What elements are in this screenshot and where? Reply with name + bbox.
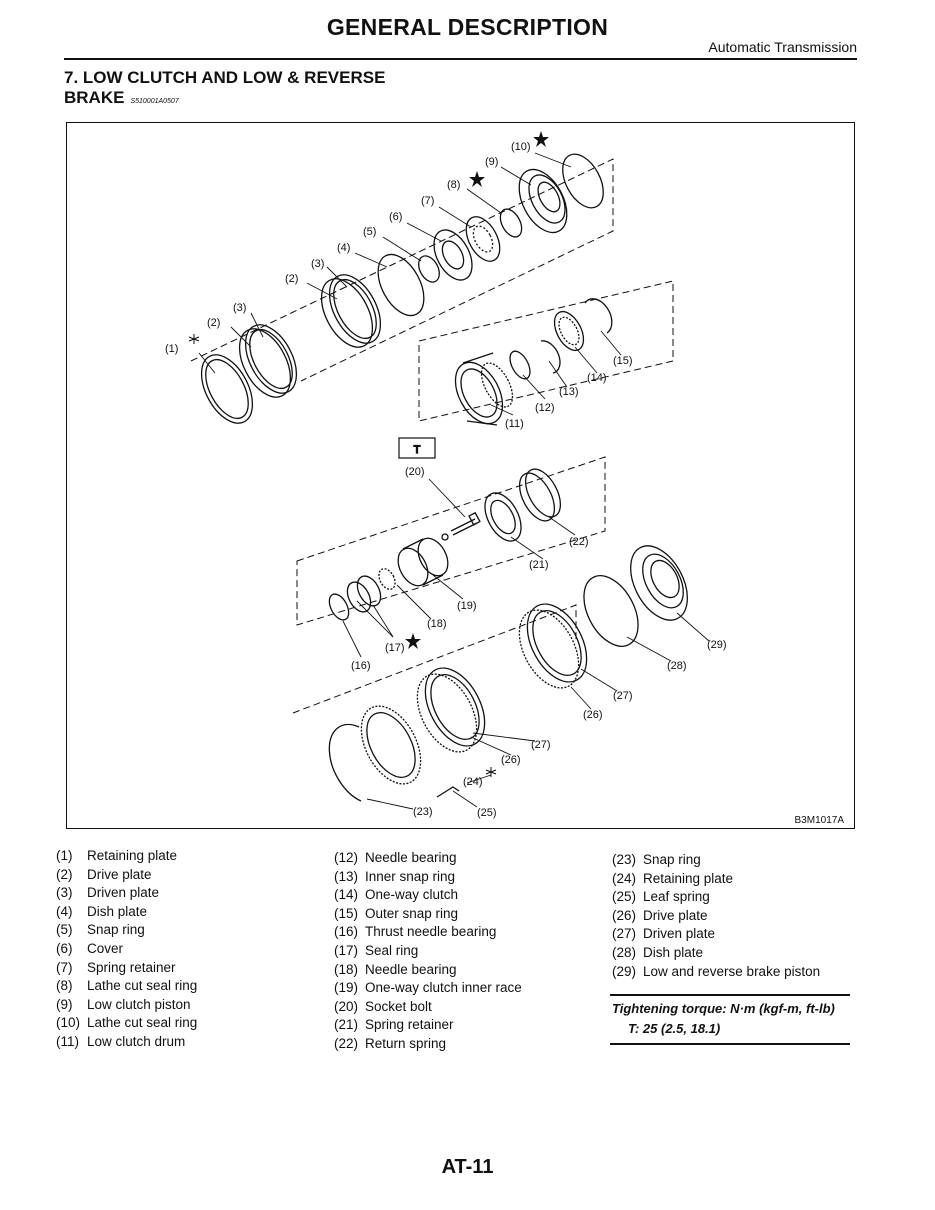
callout-26a: (26) — [501, 754, 521, 766]
legend-item-number: (17) — [334, 942, 359, 958]
legend-item-number: (5) — [56, 922, 73, 938]
legend-item — [334, 1035, 522, 1054]
legend-item-number: (27) — [612, 926, 637, 942]
legend-item — [56, 940, 197, 959]
legend-item-name: Snap ring — [643, 852, 701, 867]
legend-item-name: Dish plate — [643, 944, 704, 960]
header-rule — [64, 58, 857, 60]
legend-item — [334, 905, 522, 924]
callout-11: (11) — [505, 418, 524, 430]
legend-item-number: (14) — [334, 887, 359, 903]
part-leaf-spring — [437, 787, 459, 797]
legend-item-number: (6) — [56, 940, 73, 956]
legend-item — [612, 925, 820, 944]
legend-item-name: Seal ring — [365, 942, 419, 958]
legend-item — [334, 942, 522, 961]
legend-item-name: Needle bearing — [365, 961, 457, 977]
legend-item — [334, 868, 522, 887]
figure-id: B3M1017A — [794, 815, 844, 826]
callout-20: (20) — [405, 466, 425, 478]
legend-item-name: Low clutch piston — [87, 996, 191, 1012]
legend-item-number: (28) — [612, 944, 637, 960]
legend-item — [56, 959, 197, 978]
part-socket-bolt — [442, 513, 480, 540]
part-snap-ring-23 — [329, 724, 361, 801]
page-number: AT-11 — [441, 1156, 494, 1178]
legend-item-number: (18) — [334, 961, 359, 977]
legend-item — [334, 886, 522, 905]
callout-17: (17) — [385, 642, 405, 654]
callout-4: (4) — [337, 242, 351, 254]
legend-item — [612, 907, 820, 926]
legend-item — [612, 944, 820, 963]
callout-3b: (3) — [311, 258, 325, 270]
legend-item — [56, 1033, 197, 1052]
legend-item-name: Low clutch drum — [87, 1033, 186, 1049]
part-low-clutch-piston — [509, 162, 576, 241]
legend-item-name: Retaining plate — [87, 848, 178, 863]
part-outer-snap-ring — [585, 299, 612, 333]
legend-column-2 — [334, 849, 522, 1054]
callout-5: (5) — [363, 226, 377, 238]
legend-item-number: (19) — [334, 980, 359, 996]
legend-item — [56, 996, 197, 1015]
callout-13: (13) — [559, 386, 579, 398]
legend-item-number: (15) — [334, 905, 359, 921]
legend-item-number: (24) — [612, 870, 637, 886]
part-cover — [426, 224, 480, 287]
callout-27a: (27) — [531, 739, 551, 751]
legend-item-number: (22) — [334, 1035, 359, 1051]
legend-item-name: Dish plate — [87, 903, 148, 919]
callout-3a: (3) — [233, 302, 247, 314]
legend-item-number: (3) — [56, 885, 73, 901]
marker-asterisks — [189, 334, 496, 777]
part-inner-snap-ring — [541, 341, 560, 373]
legend-item-number: (16) — [334, 924, 359, 940]
torque-spec — [610, 994, 850, 1045]
part-inner-race — [392, 533, 454, 591]
legend-item-name: Driven plate — [87, 885, 160, 901]
part-drive-driven-plates-left — [229, 316, 307, 405]
legend-item — [612, 888, 820, 907]
legend-item-name: Spring retainer — [87, 959, 176, 975]
legend-item-name: Lathe cut seal ring — [87, 1015, 198, 1031]
part-needle-bearing-12 — [506, 348, 534, 382]
callout-2a: (2) — [207, 317, 221, 329]
legend-item — [56, 903, 197, 922]
legend-item-name: Driven plate — [643, 926, 716, 942]
legend-item-name: Inner snap ring — [365, 868, 456, 884]
star-icon — [469, 171, 485, 187]
torque-box-label: T — [413, 444, 421, 456]
section-heading-line1: 7. LOW CLUTCH AND LOW & REVERSE — [64, 68, 386, 87]
callout-24: (24) — [463, 776, 483, 788]
callout-18: (18) — [427, 618, 447, 630]
callout-16: (16) — [351, 660, 371, 672]
section-code: S510001A0507 — [130, 98, 179, 105]
callout-23: (23) — [413, 806, 433, 818]
legend-column-1 — [56, 847, 197, 1052]
legend-item — [612, 870, 820, 889]
part-spring-retainer — [459, 211, 506, 267]
legend-item-number: (4) — [56, 903, 73, 919]
legend-item-number: (1) — [56, 848, 73, 863]
legend-item-number: (26) — [612, 907, 637, 923]
callout-15: (15) — [613, 355, 633, 367]
legend-item-number: (7) — [56, 959, 73, 975]
legend-item — [56, 884, 197, 903]
legend-item-number: (29) — [612, 963, 637, 979]
callout-19: (19) — [457, 600, 477, 612]
part-seal-ring-10 — [554, 147, 611, 214]
legend-item-name: Leaf spring — [643, 889, 710, 905]
part-retaining-plate-24 — [349, 696, 433, 794]
legend-item-name: Drive plate — [643, 907, 708, 923]
legend-item-number: (25) — [612, 889, 637, 905]
part-driven-plates-27 — [507, 594, 599, 698]
legend-item-number: (2) — [56, 866, 73, 882]
legend-item-name: Low and reverse brake piston — [643, 963, 821, 979]
legend-item-name: Cover — [87, 940, 124, 956]
legend-item-name: Socket bolt — [365, 998, 432, 1014]
legend-item-name: Snap ring — [87, 922, 145, 938]
legend-item — [56, 866, 197, 885]
legend-item-name: Return spring — [365, 1035, 447, 1051]
legend-item-name: Drive plate — [87, 866, 152, 882]
legend-item-number: (21) — [334, 1017, 359, 1033]
callout-2b: (2) — [285, 273, 299, 285]
legend-item — [334, 849, 522, 868]
page-subtitle: Automatic Transmission — [708, 39, 857, 55]
legend-item-name: Retaining plate — [643, 870, 734, 886]
part-brake-piston — [619, 536, 699, 629]
legend-item-name: One-way clutch — [365, 887, 459, 903]
legend-item — [334, 923, 522, 942]
legend-item-number: (10) — [56, 1015, 81, 1031]
callout-9: (9) — [485, 156, 499, 168]
legend-item — [334, 1016, 522, 1035]
asterisk-icon — [189, 334, 199, 344]
legend-item-name: Needle bearing — [365, 850, 457, 865]
legend-item — [56, 847, 197, 866]
callout-6: (6) — [389, 211, 403, 223]
star-icon — [405, 633, 421, 649]
legend-item — [56, 977, 197, 996]
section-heading-line2: BRAKE — [64, 88, 125, 107]
callout-10: (10) — [511, 141, 531, 153]
page-title: GENERAL DESCRIPTION — [326, 14, 609, 40]
legend-item-number: (20) — [334, 998, 359, 1014]
part-snap-ring-5 — [414, 252, 443, 285]
marker-stars — [405, 131, 549, 649]
legend-item-name: Outer snap ring — [365, 905, 459, 921]
callout-14: (14) — [587, 372, 607, 384]
callout-25: (25) — [477, 807, 497, 819]
callout-12: (12) — [535, 402, 555, 414]
callout-28: (28) — [667, 660, 687, 672]
legend-item — [56, 1014, 197, 1033]
section-heading — [64, 68, 385, 112]
leader-lines — [199, 153, 709, 809]
callout-22: (22) — [569, 536, 589, 548]
legend-item — [56, 921, 197, 940]
exploded-view-figure — [66, 122, 855, 829]
legend-item-number: (13) — [334, 868, 359, 884]
legend-item-name: Lathe cut seal ring — [87, 978, 198, 994]
legend-item — [612, 851, 820, 870]
legend-column-3 — [612, 851, 820, 981]
exploded-diagram — [67, 123, 856, 830]
part-seal-ring-8 — [496, 206, 526, 241]
legend-item — [334, 979, 522, 998]
legend-item-number: (23) — [612, 852, 637, 867]
callout-21: (21) — [529, 559, 549, 571]
legend-item — [612, 963, 820, 982]
callout-27b: (27) — [613, 690, 633, 702]
callout-8: (8) — [447, 179, 461, 191]
callout-29: (29) — [707, 639, 727, 651]
legend-item — [334, 998, 522, 1017]
legend-item-name: One-way clutch inner race — [365, 980, 522, 996]
legend-item-name: Spring retainer — [365, 1017, 454, 1033]
asterisk-icon — [486, 767, 496, 777]
torque-label: Tightening torque: N·m (kgf-m, ft-lb) — [612, 1001, 835, 1016]
star-icon — [533, 131, 549, 147]
legend-item-name: Thrust needle bearing — [365, 924, 497, 940]
legend-item — [334, 961, 522, 980]
callout-26b: (26) — [583, 709, 603, 721]
callout-1: (1) — [165, 343, 179, 355]
callout-7: (7) — [421, 195, 435, 207]
legend-item-number: (11) — [56, 1033, 80, 1049]
legend-item-number: (12) — [334, 850, 359, 865]
torque-value: T: 25 (2.5, 18.1) — [628, 1021, 721, 1036]
legend-item-number: (8) — [56, 978, 73, 994]
legend-item-number: (9) — [56, 996, 73, 1012]
